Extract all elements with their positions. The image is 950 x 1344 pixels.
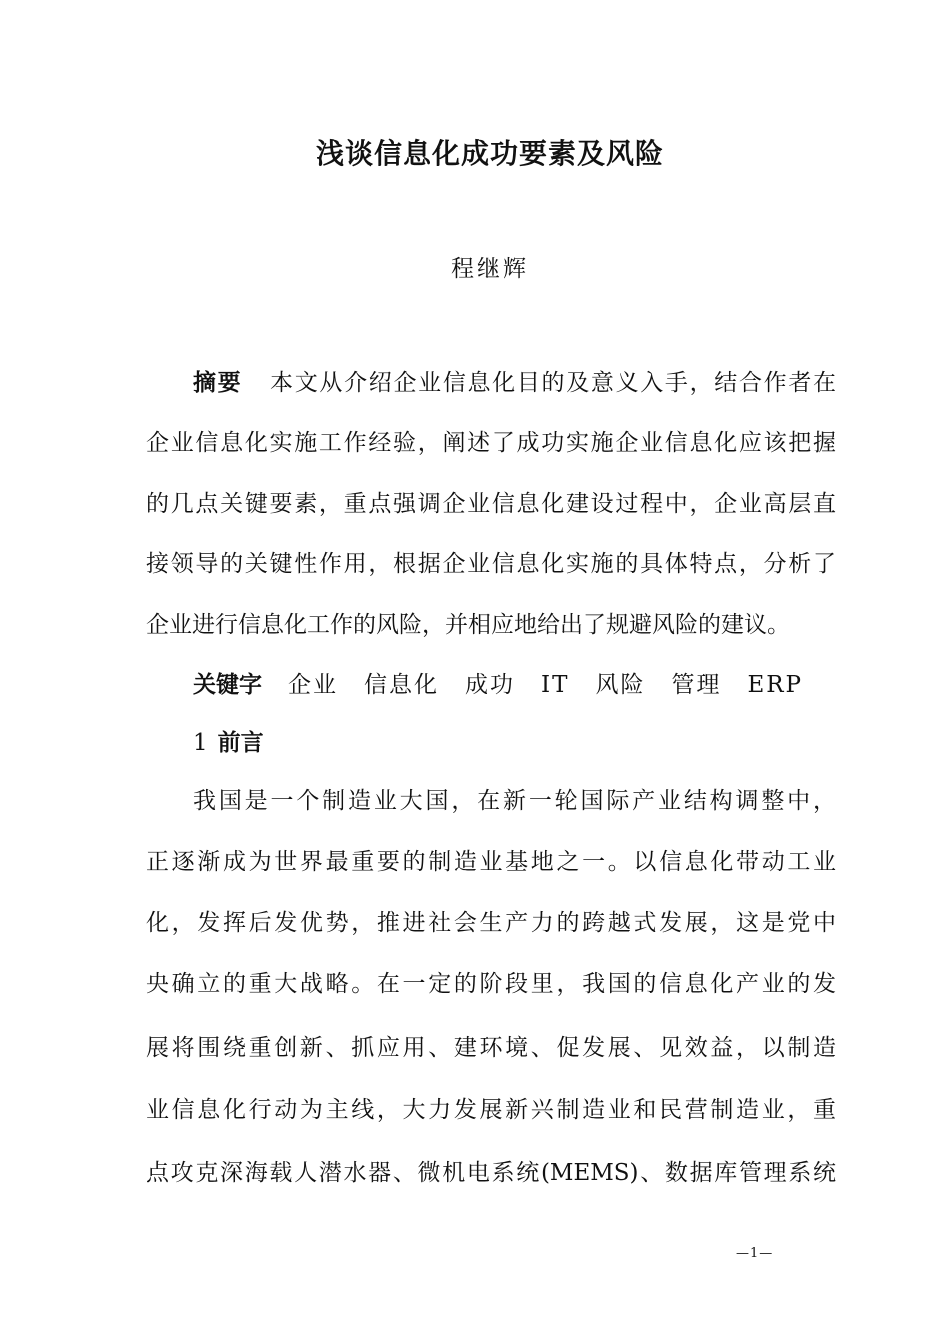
section-heading [193,728,264,758]
keywords-row [193,670,803,700]
page-number: —1— [736,1246,774,1261]
keyword-item: 管理 [671,672,722,698]
keyword-item: ERP [747,672,804,698]
abstract-line-3: 的几点关键要素，重点强调企业信息化建设过程中，企业高层直 [146,491,836,517]
body-line-7: 点攻克深海载人潜水器、微机电系统(MEMS)、数据库管理系统 [146,1160,836,1186]
keyword-item: 信息化 [364,672,439,698]
keyword-item: 成功 [465,672,515,698]
author-name: 程继辉 [451,256,529,282]
document-title: 浅谈信息化成功要素及风险 [315,137,664,170]
body-line-2: 正逐渐成为世界最重要的制造业基地之一。以信息化带动工业 [146,849,836,875]
abstract-line-4: 接领导的关键性作用，根据企业信息化实施的具体特点，分析了 [146,551,836,577]
keyword-item: 风险 [595,672,646,698]
body-line-5: 展将围绕重创新、抓应用、建环境、促发展、见效益，以制造 [146,1035,836,1061]
body-line-4: 央确立的重大战略。在一定的阶段里，我国的信息化产业的发 [146,971,836,997]
section-title: 前言 [217,730,264,756]
body-line-6: 业信息化行动为主线，大力发展新兴制造业和民营制造业，重 [146,1097,836,1123]
abstract-line-2: 企业信息化实施工作经验，阐述了成功实施企业信息化应该把握 [146,430,836,456]
keyword-item: IT [541,672,570,698]
section-number: 1 [193,730,208,756]
keywords-label: 关键字 [193,672,262,698]
body-line-1: 我国是一个制造业大国，在新一轮国际产业结构调整中， [193,788,836,814]
abstract-label: 摘要 [193,370,243,396]
abstract-text: 本文从介绍企业信息化目的及意义入手，结合作者在 [268,370,836,396]
body-line-3: 化，发挥后发优势，推进社会生产力的跨越式发展，这是党中 [146,910,836,936]
abstract-line-1 [193,368,836,398]
abstract-line-5: 企业进行信息化工作的风险，并相应地给出了规避风险的建议。 [146,612,790,638]
keyword-item: 企业 [288,672,338,698]
